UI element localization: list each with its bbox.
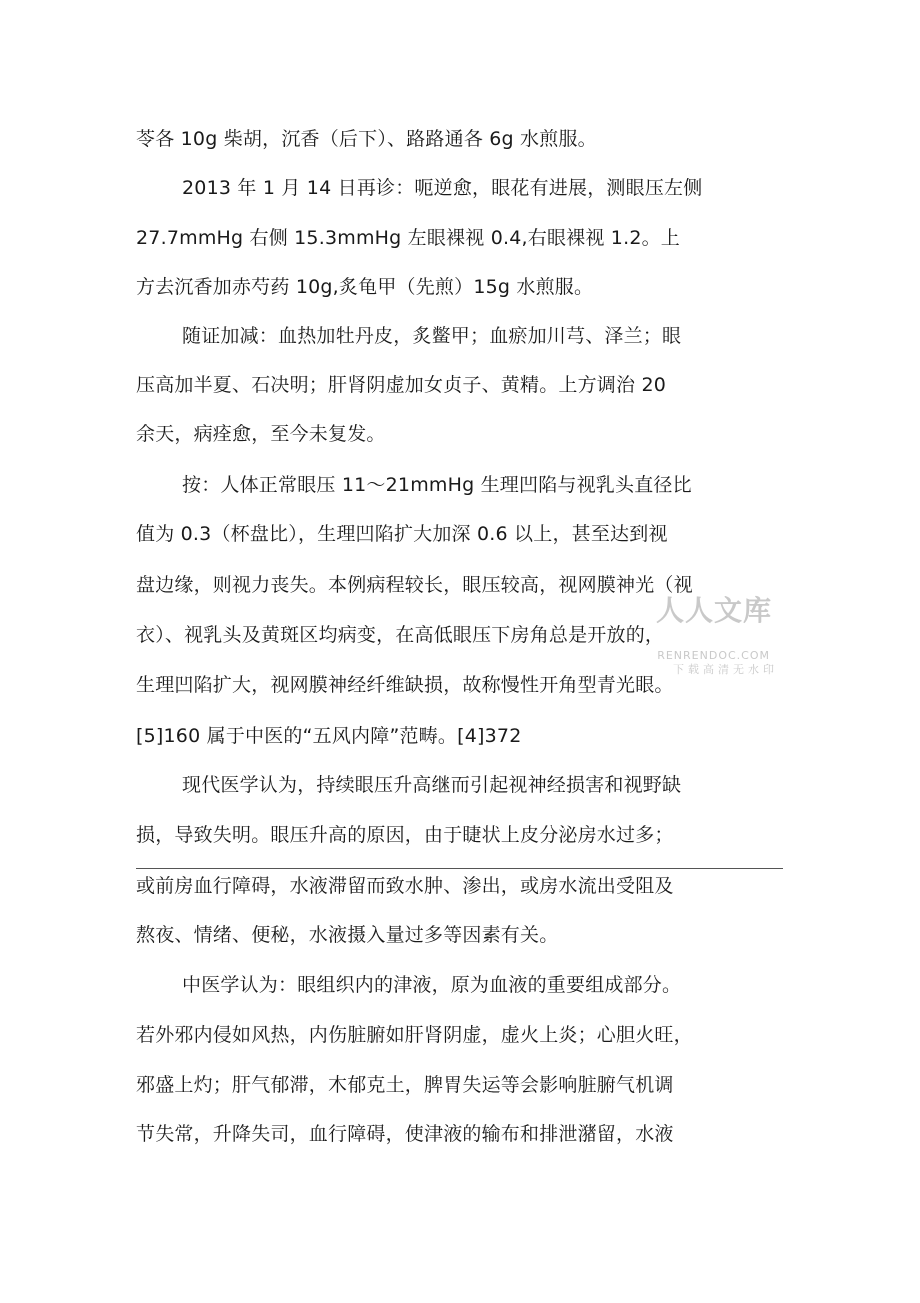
watermark-domain: RENRENDOC.COM xyxy=(657,649,770,662)
text-line: 余天，病痊愈，至今未复发。 xyxy=(136,423,386,445)
text-line: 中医学认为：眼组织内的津液，原为血液的重要组成部分。 xyxy=(182,974,682,996)
text-line: 方去沉香加赤芍药 10g,炙龟甲（先煎）15g 水煎服。 xyxy=(136,276,594,298)
text-line: 盘边缘，则视力丧失。本例病程较长，眼压较高，视网膜神光（视 xyxy=(136,574,693,596)
watermark-subtitle: 下载高清无水印 xyxy=(673,663,778,676)
text-line: 2013 年 1 月 14 日再诊：呃逆愈，眼花有进展，测眼压左侧 xyxy=(182,177,703,199)
watermark-title: 人人文库 xyxy=(655,594,772,627)
text-line: 生理凹陷扩大，视网膜神经纤维缺损，故称慢性开角型青光眼。 xyxy=(136,674,674,696)
text-line: 或前房血行障碍，水液滞留而致水肿、渗出，或房水流出受阻及 xyxy=(136,875,674,897)
text-line: 压高加半夏、石决明；肝肾阴虚加女贞子、黄精。上方调治 20 xyxy=(136,374,667,396)
text-line: 现代医学认为，持续眼压升高继而引起视神经损害和视野缺 xyxy=(182,774,682,796)
text-line: 邪盛上灼；肝气郁滞，木郁克土，脾胃失运等会影响脏腑气机调 xyxy=(136,1074,674,1096)
text-line: 按：人体正常眼压 11〜21mmHg 生理凹陷与视乳头直径比 xyxy=(182,474,692,496)
text-line: 损，导致失明。眼压升高的原因，由于睫状上皮分泌房水过多； xyxy=(136,824,674,846)
page-divider xyxy=(136,868,783,869)
text-line: 熬夜、情绪、便秘，水液摄入量过多等因素有关。 xyxy=(136,924,559,946)
text-line: 随证加减：血热加牡丹皮，炙鳖甲；血瘀加川芎、泽兰；眼 xyxy=(182,325,682,347)
watermark-logo xyxy=(648,594,788,684)
text-line: 节失常，升降失司，血行障碍，使津液的输布和排泄潴留，水液 xyxy=(136,1123,674,1145)
text-line: [5]160 属于中医的“五风内障”范畴。[4]372 xyxy=(136,725,522,747)
text-line: 若外邪内侵如风热，内伤脏腑如肝肾阴虚，虚火上炎；心胆火旺， xyxy=(136,1024,693,1046)
text-line: 27.7mmHg 右侧 15.3mmHg 左眼裸视 0.4,右眼裸视 1.2。上 xyxy=(136,227,681,249)
text-line: 衣）、视乳头及黄斑区均病变，在高低眼压下房角总是开放的， xyxy=(136,624,665,646)
text-line: 苓各 10g 柴胡，沉香（后下）、路路通各 6g 水煎服。 xyxy=(136,128,597,150)
text-line: 值为 0.3（杯盘比），生理凹陷扩大加深 0.6 以上，甚至达到视 xyxy=(136,523,668,545)
